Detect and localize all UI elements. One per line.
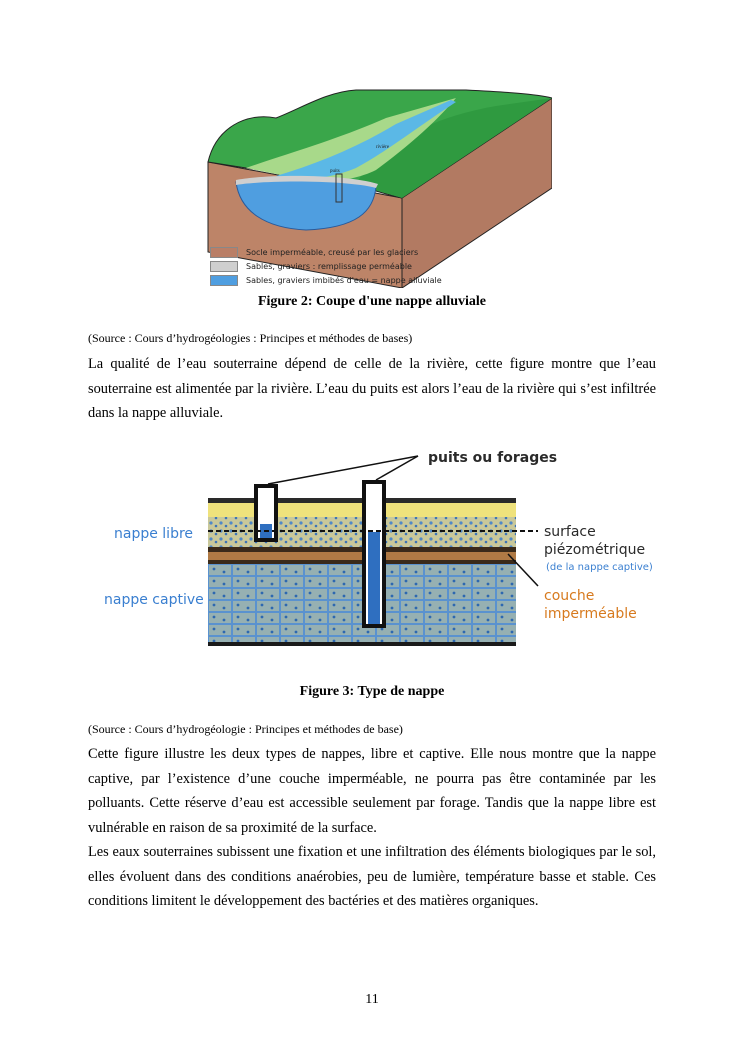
legend-item xyxy=(210,260,530,273)
impermeable-layer-label-2: imperméable xyxy=(544,606,637,622)
legend-text: Sables, graviers : remplissage perméable xyxy=(246,262,412,271)
legend-item xyxy=(210,246,530,259)
surface-label: surface xyxy=(544,524,596,540)
figure1-source: (Source : Cours d’hydrogéologies : Principes et méthodes de bases) xyxy=(88,331,413,345)
page-number: 11 xyxy=(365,992,379,1007)
paragraph-2 xyxy=(88,742,656,914)
legend-item xyxy=(210,274,530,287)
paragraph-text: La qualité de l’eau souterraine dépend de celle de la rivière, cette figure montre que l’eau souterraine est alimentée par la rivière. L’eau du puits est alors l’eau de la rivière qui s’est infiltrée dans la nappe alluviale. xyxy=(88,356,656,421)
impermeable-layer-label-1: couche xyxy=(544,588,595,604)
well-label: puits xyxy=(330,169,340,174)
wells-label: puits ou forages xyxy=(428,450,558,466)
legend-swatch xyxy=(210,275,238,286)
figure2-caption: Figure 3: Type de nappe xyxy=(299,684,445,699)
paragraph-text: Les eaux souterraines subissent une fixation et une infiltration des éléments biologiques par le sol, elles évoluent dans des conditions anaérobies, peu de lumière, température basse et stable. Ces conditions limitent le développement des bactéries et des matières organiques. xyxy=(88,844,656,909)
river-label: rivière xyxy=(376,145,390,150)
figure1-legend xyxy=(210,246,530,288)
paragraph-text: Cette figure illustre les deux types de nappes, libre et captive. Elle nous montre que la nappe captive, par l’existence d’une couche imperméable, ne pourra pas être contaminée par les polluants. Cette réserve d’eau est accessible seulement par forage. Tandis que la nappe libre est vulnérable en raison de sa proximité de la surface. xyxy=(88,746,656,836)
legend-text: Sables, graviers imbibés d'eau = nappe alluviale xyxy=(246,276,442,285)
captive-note-label: (de la nappe captive) xyxy=(546,562,653,573)
free-aquifer-label: nappe libre xyxy=(114,526,194,542)
aquifer-types-diagram xyxy=(88,432,658,678)
figure1-caption: Figure 2: Coupe d'une nappe alluviale xyxy=(257,294,487,309)
legend-text: Socle imperméable, creusé par les glaciers xyxy=(246,248,419,257)
legend-swatch xyxy=(210,261,238,272)
captive-aquifer-label: nappe captive xyxy=(104,592,204,608)
piezometric-label: piézométrique xyxy=(544,542,646,558)
paragraph-1 xyxy=(88,352,656,426)
legend-swatch xyxy=(210,247,238,258)
figure2-source: (Source : Cours d’hydrogéologie : Principes et méthodes de base) xyxy=(88,722,403,736)
